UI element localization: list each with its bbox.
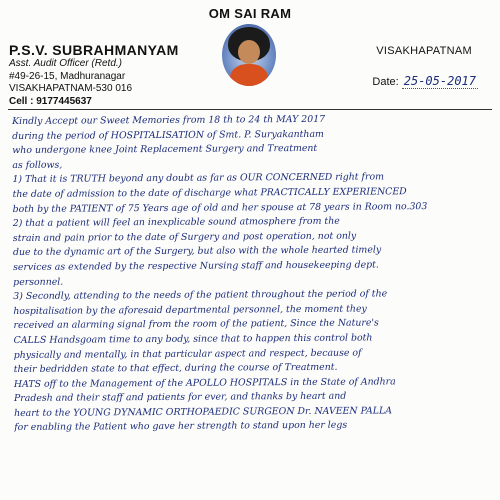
letter-line: for enabling the Patient who gave her strength to stand upon her legs (14, 420, 348, 434)
portrait-robe (230, 64, 268, 86)
letter-line: the date of admission to the date of discharge what PRACTICALLY EXPERIENCED (12, 186, 407, 200)
letter-line: both by the PATIENT of 75 Years age of old and her spouse at 78 years in Room no.303 (12, 200, 428, 215)
header-divider (8, 109, 492, 110)
letter-line: strain and pain prior to the date of Surgery and post operation, not only (12, 230, 357, 244)
letter-line: received an alarming signal from the room of the patient, Since the Nature's (13, 317, 379, 332)
letter-line: 3) Secondly, attending to the needs of the patient throughout the period of the (13, 288, 388, 303)
sender-role: Asst. Audit Officer (Retd.) (9, 58, 122, 69)
letter-line: Pradesh and their staff and patients for ever, and thanks by heart and (13, 390, 347, 405)
date-label: Date: (372, 76, 399, 88)
sender-block (9, 42, 179, 108)
letter-body (12, 112, 500, 500)
letter-line: due to the dynamic art of the Surgery, but also with the whole hearted timely (12, 244, 382, 259)
letter-line: services as extended by the respective Nursing staff and housekeeping dept. (13, 259, 379, 273)
date-field (372, 74, 478, 88)
saint-portrait (222, 24, 276, 86)
sender-address-line2: VISAKHAPATNAM-530 016 (9, 83, 133, 94)
letter-line: their bedridden state to that effect, during the course of Treatment. (13, 361, 338, 376)
letter-line: Kindly Accept our Sweet Memories from 18 th to 24 th MAY 2017 (12, 113, 326, 127)
letter-line: 1) That it is TRUTH beyond any doubt as far as OUR CONCERNED right from (12, 171, 385, 186)
letter-line: 2) that a patient will feel an inexplicable sound atmosphere from the (12, 215, 340, 230)
letter-line: physically and mentally, in that particular aspect and respect, because of (13, 347, 362, 361)
letter-line: CALLS Handsgoam time to any body, since that to happen this control both (13, 332, 373, 346)
sender-cell: Cell : 9177445637 (9, 95, 92, 107)
sender-address-line1: #49-26-15, Madhuranagar (9, 70, 126, 82)
letter-line: hospitalisation by the aforesaid departmental personnel, the moment they (13, 303, 367, 317)
city-label: VISAKHAPATNAM (376, 45, 472, 57)
date-value: 25-05-2017 (403, 74, 476, 88)
letter-line: during the period of HOSPITALISATION of Smt. P. Suryakantham (12, 128, 324, 142)
letter-line: personnel. (13, 276, 64, 288)
letter-line: HATS off to the Management of the APOLLO HOSPITALS in the State of Andhra (13, 376, 396, 390)
sender-name: P.S.V. SUBRAHMANYAM (9, 42, 179, 58)
om-sai-ram-heading: OM SAI RAM (208, 6, 292, 21)
letter-line: who undergone knee Joint Replacement Surgery and Treatment (12, 143, 318, 157)
portrait-face (238, 40, 260, 64)
letter-line: heart to the YOUNG DYNAMIC ORTHOPAEDIC SURGEON Dr. NAVEEN PALLA (14, 405, 393, 419)
letter-line: as follows, (12, 159, 63, 171)
